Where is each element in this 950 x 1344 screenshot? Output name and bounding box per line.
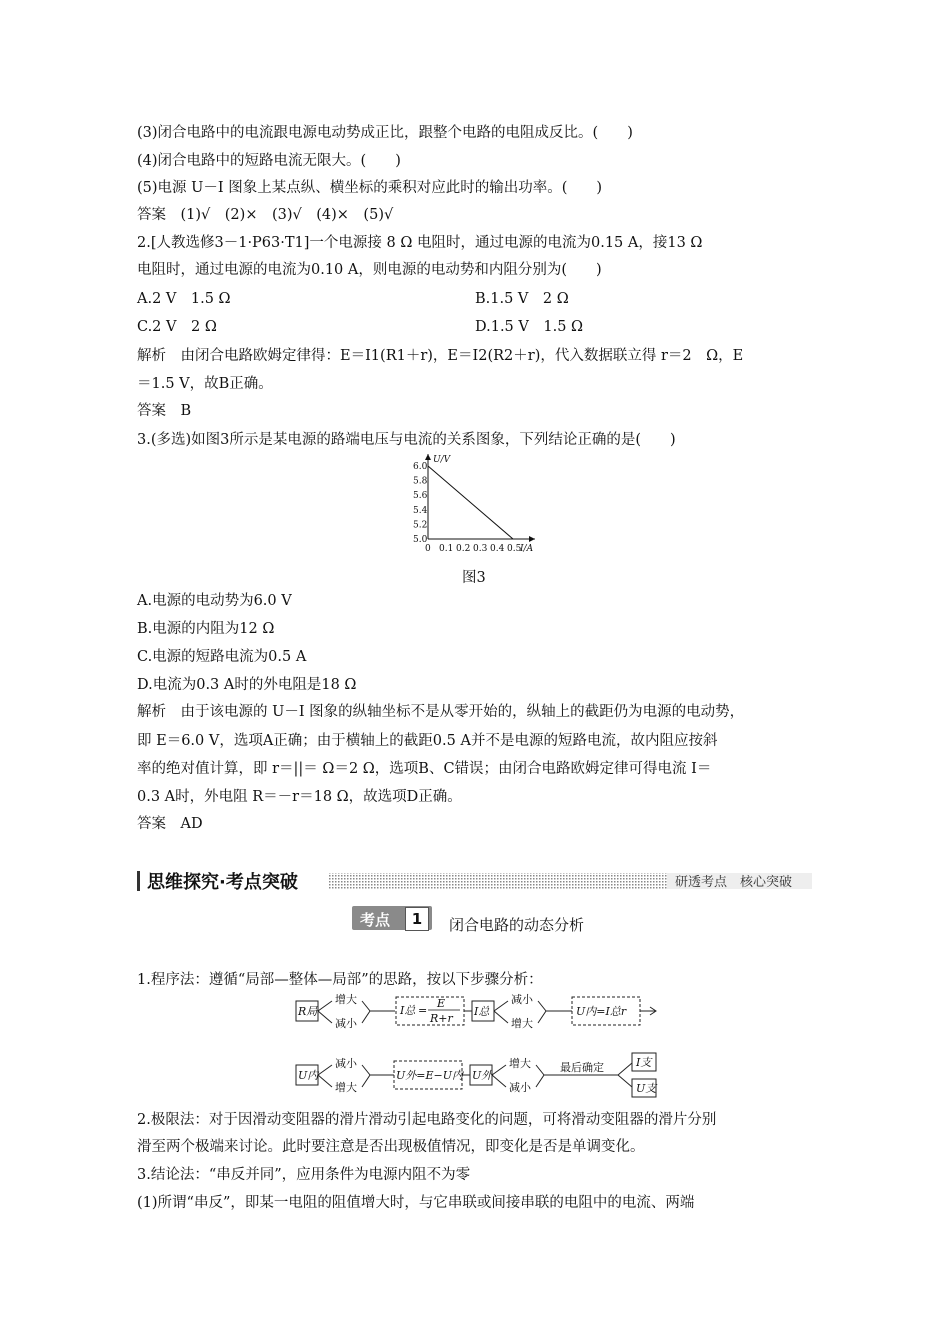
i-formula-den: R+r	[430, 1012, 453, 1025]
q3-option-a: A.电源的电动势为6.0 V	[137, 593, 292, 609]
inc-label-1: 增大	[335, 993, 357, 1006]
u-branch-label: U支	[636, 1082, 657, 1095]
i-total-formula-lhs: I总	[400, 1004, 416, 1017]
x-tick-label: 0.2	[456, 544, 471, 554]
method-3: 3.结论法：“串反并同”，应用条件为电源内阻不为零	[137, 1167, 471, 1183]
method-2-line1: 2.极限法：对于因滑动变阻器的滑片滑动引起电路变化的问题，可将滑动变阻器的滑片分别	[137, 1112, 717, 1128]
method-3-1: (1)所谓“串反”，即某一电阻的阻值增大时，与它串联或间接串联的电阻中的电流、两端	[137, 1195, 695, 1211]
y-tick-label: 5.2	[413, 520, 428, 531]
i-total-label: I总	[474, 1005, 490, 1018]
flowchart	[290, 993, 670, 1098]
answer-1: 答案 (1)√ (2)× (3)√ (4)× (5)√	[137, 207, 394, 223]
x-tick-label: 0.5	[507, 544, 522, 554]
section-right-label: 研透考点 核心突破	[675, 875, 793, 890]
question-3: 3.(多选)如图3所示是某电源的路端电压与电流的关系图象，下列结论正确的是( )	[137, 432, 676, 448]
inc-label-4: 增大	[509, 1057, 531, 1070]
q3-explanation-2: 即 E＝6.0 V，选项A正确；由于横轴上的截距0.5 A并不是电源的短路电流，故内阻应按斜	[137, 733, 718, 749]
figure-caption: 图3	[462, 570, 486, 586]
x-tick-label: 0	[425, 544, 431, 554]
q2-answer: 答案 B	[137, 403, 192, 419]
y-tick-label: 5.4	[413, 505, 428, 516]
y-axis-arrow	[425, 454, 431, 460]
kaodian-number: 1	[405, 907, 429, 931]
u-in-formula: U内=I总r	[576, 1005, 627, 1018]
method-2-line2: 滑至两个极端来讨论。此时要注意是否出现极值情况，即变化是否是单调变化。	[137, 1139, 645, 1155]
dec-label-1: 减小	[335, 1017, 357, 1030]
method-1: 1.程序法：遵循“局部—整体—局部”的思路，按以下步骤分析：	[137, 972, 543, 988]
q3-explanation-1: 解析 由于该电源的 U－I 图象的纵轴坐标不是从零开始的，纵轴上的截距仍为电源的电动势，	[137, 704, 745, 720]
svg-text:=: =	[418, 1004, 428, 1017]
q2-explanation-2: ＝1.5 V，故B正确。	[137, 376, 273, 392]
x-tick-label: 0.4	[490, 544, 505, 554]
y-tick-label: 6.0	[413, 462, 428, 472]
i-formula-num: E	[437, 997, 446, 1010]
final-label: 最后确定	[560, 1061, 604, 1074]
x-axis-arrow	[529, 536, 535, 542]
y-tick-label: 5.8	[413, 476, 428, 487]
inc-label-3: 增大	[335, 1081, 357, 1094]
q2-option-b: B.1.5 V 2 Ω	[475, 291, 569, 307]
x-tick-label: 0.1	[439, 544, 454, 554]
y-tick-label: 5.6	[413, 491, 428, 502]
kaodian-title: 闭合电路的动态分析	[449, 916, 585, 934]
q3-option-c: C.电源的短路电流为0.5 A	[137, 649, 307, 665]
statement-4: (4)闭合电路中的短路电流无限大。( )	[137, 153, 401, 169]
q2-explanation-1: 解析 由闭合电路欧姆定律得：E＝I1(R1＋r)，E＝I2(R2＋r)，代入数据联立得 r＝2 Ω，E	[137, 348, 744, 364]
statement-5: (5)电源 U－I 图象上某点纵、横坐标的乘积对应此时的输出功率。( )	[137, 180, 603, 196]
y-axis-label: U/V	[433, 455, 451, 465]
q2-option-a: A.2 V 1.5 Ω	[137, 291, 231, 307]
dec-label-3: 减小	[335, 1057, 357, 1070]
u-out-label: U外	[472, 1069, 493, 1082]
r-label: R局	[298, 1005, 318, 1018]
y-tick-label: 5.0	[413, 535, 428, 545]
section-header	[137, 869, 812, 893]
dec-label-2: 减小	[511, 993, 533, 1006]
ui-chart	[395, 452, 555, 557]
q3-option-d: D.电流为0.3 A时的外电阻是18 Ω	[137, 677, 357, 693]
question-2-line2: 电阻时，通过电源的电流为0.10 A，则电源的电动势和内阻分别为( )	[137, 262, 602, 278]
x-axis-label: I/A	[520, 544, 534, 554]
q3-explanation-4: 0.3 A时，外电阻 R＝－r＝18 Ω，故选项D正确。	[137, 789, 462, 805]
q2-option-c: C.2 V 2 Ω	[137, 319, 217, 335]
series-line	[428, 466, 513, 539]
u-in-label: U内	[298, 1069, 319, 1082]
dec-label-4: 减小	[509, 1081, 531, 1094]
statement-3: (3)闭合电路中的电流跟电源电动势成正比，跟整个电路的电阻成反比。( )	[137, 125, 633, 141]
u-out-formula: U外=E−U内	[396, 1069, 464, 1082]
q3-answer: 答案 AD	[137, 816, 203, 832]
kaodian-label: 考点	[360, 911, 391, 929]
q3-option-b: B.电源的内阻为12 Ω	[137, 621, 275, 637]
question-2-line1: 2.[人教选修3－1·P63·T1]一个电源接 8 Ω 电阻时，通过电源的电流为0.15 A，接13 Ω	[137, 235, 703, 251]
x-tick-label: 0.3	[473, 544, 488, 554]
q2-option-d: D.1.5 V 1.5 Ω	[475, 319, 584, 335]
q3-explanation-3: 率的绝对值计算，即 r＝||＝ Ω＝2 Ω，选项B、C错误；由闭合电路欧姆定律可得电流 I＝	[137, 761, 712, 777]
i-branch-label: I支	[636, 1056, 652, 1069]
inc-label-2: 增大	[511, 1017, 533, 1030]
section-title: 思维探究·考点突破	[147, 872, 298, 893]
